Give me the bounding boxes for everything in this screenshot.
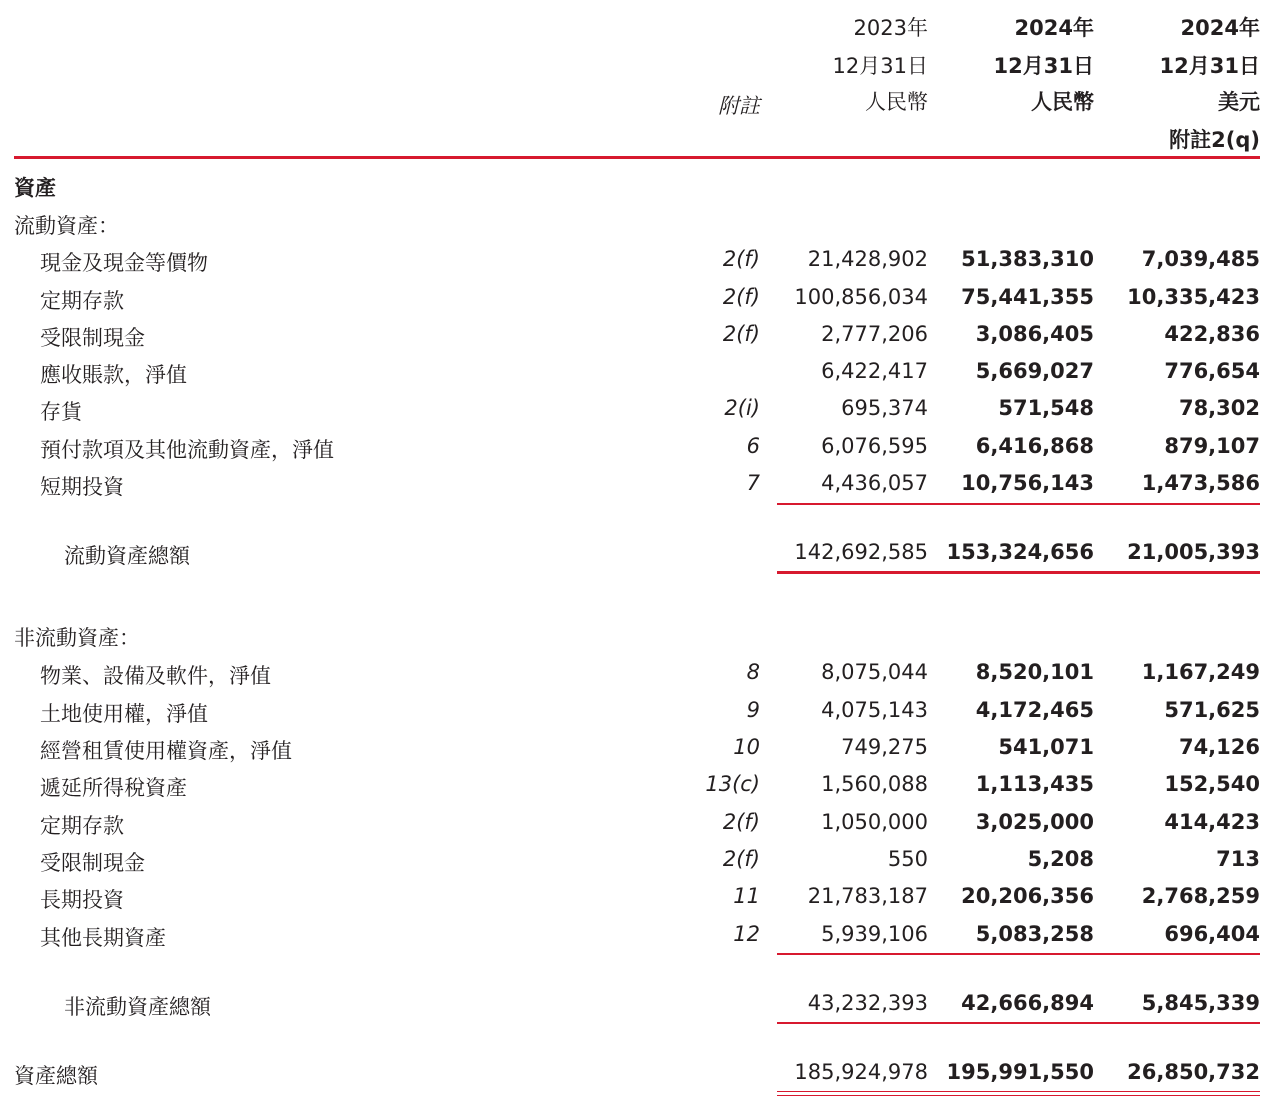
value-2023: 100,856,034	[794, 285, 928, 309]
row-label: 土地使用權，淨值	[40, 702, 208, 726]
value-2023: 695,374	[841, 396, 928, 420]
row-label: 遞延所得稅資產	[40, 776, 187, 800]
table-row	[0, 322, 1280, 352]
value-usd: 7,039,485	[1141, 247, 1260, 271]
subsection-current-assets	[0, 210, 1280, 240]
row-label: 流動資產總額	[64, 544, 190, 568]
value-2023: 4,436,057	[821, 471, 928, 495]
table-row	[0, 285, 1280, 315]
row-label: 其他長期資產	[40, 926, 166, 950]
value-2023: 21,783,187	[807, 884, 928, 908]
value-2023: 5,939,106	[821, 922, 928, 946]
row-note: 11	[733, 884, 760, 908]
grand-total-rule	[777, 1091, 1260, 1096]
table-row	[0, 434, 1280, 464]
row-note: 13(c)	[705, 772, 760, 796]
value-2023: 749,275	[841, 735, 928, 759]
table-row	[0, 772, 1280, 802]
value-usd: 422,836	[1164, 322, 1260, 346]
row-label: 受限制現金	[40, 851, 145, 875]
value-2023: 1,560,088	[821, 772, 928, 796]
table-row	[0, 735, 1280, 765]
table-row	[0, 247, 1280, 277]
row-label: 應收賬款，淨值	[40, 363, 187, 387]
value-usd: 696,404	[1164, 922, 1260, 946]
subtotal-rule	[777, 503, 1260, 505]
value-usd: 10,335,423	[1127, 285, 1260, 309]
subsection-non-current-assets	[0, 622, 1280, 652]
value-2024: 5,669,027	[975, 359, 1094, 383]
header-2023-currency: 人民幣	[865, 90, 928, 114]
row-note: 2(f)	[722, 285, 760, 309]
row-label: 受限制現金	[40, 326, 145, 350]
value-2024: 75,441,355	[961, 285, 1094, 309]
subtotal-row-non-current	[0, 991, 1280, 1021]
row-note: 10	[733, 735, 760, 759]
value-2023: 6,076,595	[821, 434, 928, 458]
header-2024-date: 12月31日	[993, 54, 1094, 78]
header-note-label: 附註	[718, 94, 760, 118]
value-2023: 1,050,000	[821, 810, 928, 834]
row-label: 資產總額	[14, 1064, 98, 1088]
row-label: 存貨	[40, 400, 82, 424]
value-usd: 713	[1216, 847, 1260, 871]
value-usd: 776,654	[1164, 359, 1260, 383]
total-rule	[777, 1022, 1260, 1024]
table-row	[0, 922, 1280, 952]
value-2024: 153,324,656	[946, 540, 1094, 564]
header-2024-currency: 人民幣	[1031, 90, 1094, 114]
row-label: 定期存款	[40, 289, 124, 313]
grand-total-row	[0, 1060, 1280, 1090]
row-note: 7	[746, 471, 760, 495]
header-rule	[14, 156, 1260, 159]
subsection-title: 流動資產：	[14, 214, 119, 238]
row-note: 2(f)	[722, 810, 760, 834]
value-2024: 51,383,310	[961, 247, 1094, 271]
row-note: 2(f)	[722, 247, 760, 271]
value-2023: 185,924,978	[794, 1060, 928, 1084]
value-2024: 5,083,258	[975, 922, 1094, 946]
table-row	[0, 884, 1280, 914]
table-row	[0, 847, 1280, 877]
value-2023: 8,075,044	[821, 660, 928, 684]
value-2023: 4,075,143	[821, 698, 928, 722]
value-2023: 21,428,902	[807, 247, 928, 271]
header-usd-date: 12月31日	[1159, 54, 1260, 78]
value-usd: 21,005,393	[1127, 540, 1260, 564]
value-usd: 571,625	[1164, 698, 1260, 722]
subtotal-rule	[777, 953, 1260, 955]
row-note: 8	[746, 660, 760, 684]
section-title: 資產	[14, 176, 56, 200]
table-row	[0, 660, 1280, 690]
value-usd: 1,167,249	[1141, 660, 1260, 684]
row-note: 2(i)	[724, 396, 760, 420]
value-2024: 6,416,868	[975, 434, 1094, 458]
row-label: 非流動資產總額	[64, 995, 211, 1019]
value-2024: 1,113,435	[975, 772, 1094, 796]
value-usd: 1,473,586	[1141, 471, 1260, 495]
value-2024: 541,071	[998, 735, 1094, 759]
header-usd-year: 2024年	[1180, 16, 1260, 40]
value-2024: 3,025,000	[975, 810, 1094, 834]
row-note: 6	[746, 434, 760, 458]
row-note: 2(f)	[722, 322, 760, 346]
header-2023-date: 12月31日	[832, 54, 928, 78]
section-assets	[0, 172, 1280, 202]
value-usd: 879,107	[1164, 434, 1260, 458]
table-row	[0, 471, 1280, 501]
row-note: 2(f)	[722, 847, 760, 871]
value-usd: 414,423	[1164, 810, 1260, 834]
table-row	[0, 698, 1280, 728]
value-usd: 2,768,259	[1141, 884, 1260, 908]
value-2024: 42,666,894	[961, 991, 1094, 1015]
subtotal-row-current	[0, 540, 1280, 570]
value-usd: 26,850,732	[1127, 1060, 1260, 1084]
row-label: 預付款項及其他流動資產，淨值	[40, 438, 334, 462]
row-label: 現金及現金等價物	[40, 251, 208, 275]
header-usd-currency: 美元	[1218, 90, 1260, 114]
subsection-title: 非流動資產：	[14, 626, 140, 650]
value-2024: 4,172,465	[975, 698, 1094, 722]
value-usd: 74,126	[1178, 735, 1260, 759]
table-row	[0, 359, 1280, 389]
row-note: 9	[746, 698, 760, 722]
row-label: 定期存款	[40, 814, 124, 838]
value-usd: 152,540	[1164, 772, 1260, 796]
header-2023-year: 2023年	[853, 16, 928, 40]
value-2023: 142,692,585	[794, 540, 928, 564]
row-label: 短期投資	[40, 475, 124, 499]
row-label: 長期投資	[40, 888, 124, 912]
row-label: 經營租賃使用權資產，淨值	[40, 739, 292, 763]
value-2024: 20,206,356	[961, 884, 1094, 908]
value-2024: 571,548	[998, 396, 1094, 420]
value-2023: 550	[887, 847, 928, 871]
value-2024: 10,756,143	[961, 471, 1094, 495]
value-2024: 3,086,405	[975, 322, 1094, 346]
header-2024-year: 2024年	[1014, 16, 1094, 40]
value-2023: 2,777,206	[821, 322, 928, 346]
value-2024: 5,208	[1027, 847, 1094, 871]
value-2024: 195,991,550	[946, 1060, 1094, 1084]
total-rule	[777, 571, 1260, 574]
row-note: 12	[733, 922, 760, 946]
value-2023: 6,422,417	[821, 359, 928, 383]
header-usd-note: 附註2(q)	[1169, 128, 1260, 152]
value-usd: 78,302	[1178, 396, 1260, 420]
value-2024: 8,520,101	[975, 660, 1094, 684]
value-usd: 5,845,339	[1141, 991, 1260, 1015]
table-row	[0, 810, 1280, 840]
value-2023: 43,232,393	[807, 991, 928, 1015]
row-label: 物業、設備及軟件，淨值	[40, 664, 271, 688]
table-row	[0, 396, 1280, 426]
